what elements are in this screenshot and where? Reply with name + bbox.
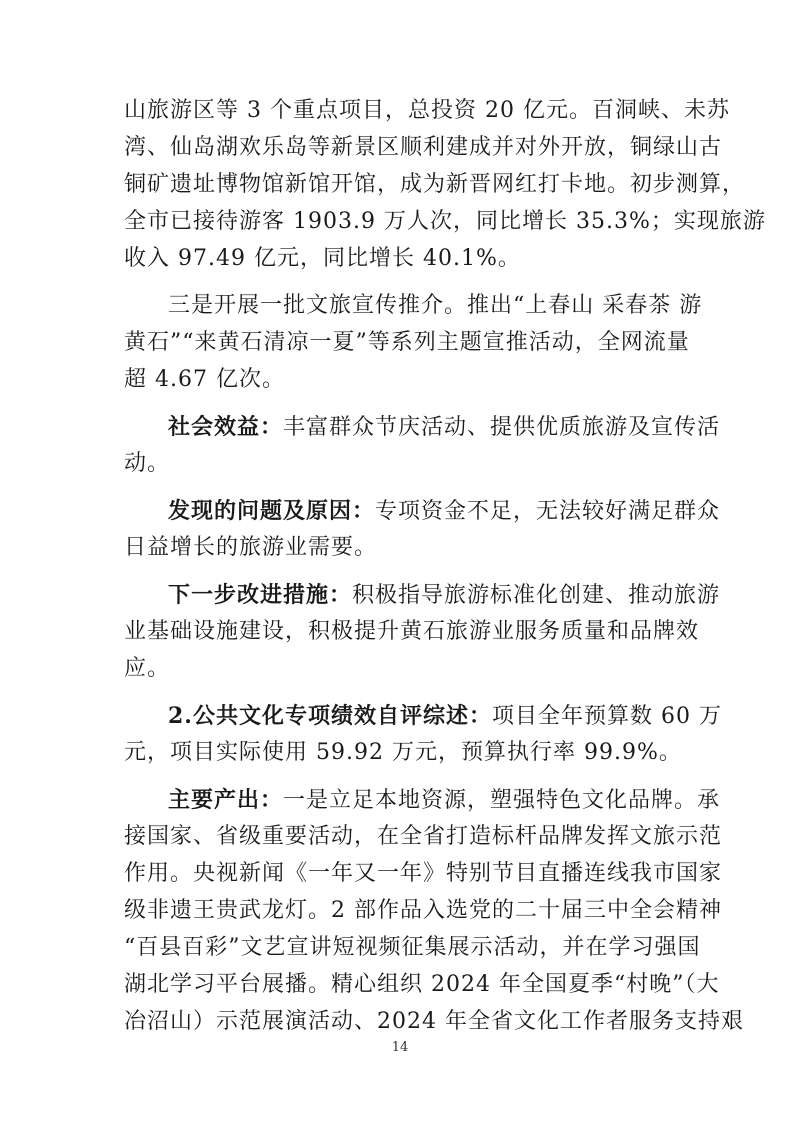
text-line: 接国家、省级重要活动，在全省打造标杆品牌发挥文旅示范 xyxy=(124,824,723,849)
text-line: 冶沼山）示范展演活动、2024 年全省文化工作者服务支持艰 xyxy=(124,1009,744,1034)
text-line: 三是开展一批文旅宣传推介。推出“上春山 采春茶 游 xyxy=(168,293,703,318)
text-line: 铜矿遗址博物馆新馆开馆，成为新晋网红打卡地。初步测算， xyxy=(124,172,746,197)
section-heading: 2.公共文化专项绩效自评综述： xyxy=(168,703,492,729)
text-line: 收入 97.49 亿元，同比增长 40.1%。 xyxy=(124,246,521,271)
text-line: 湖北学习平台展播。精心组织 2024 年全国夏季“村晚”（大 xyxy=(124,972,720,997)
text-line: 业基础设施建设，积极提升黄石旅游业服务质量和品牌效 xyxy=(124,619,700,644)
text-line: 作用。央视新闻《一年又一年》特别节目直播连线我市国家 xyxy=(124,861,723,886)
text-line: 元，项目实际使用 59.92 万元，预算执行率 99.9%。 xyxy=(124,740,682,765)
text-line: 山旅游区等 3 个重点项目，总投资 20 亿元。百洞峡、未苏 xyxy=(124,98,730,123)
section-heading: 主要产出： xyxy=(168,787,284,813)
text-line: 黄石”“来黄石清凉一夏”等系列主题宣推活动，全网流量 xyxy=(124,330,690,355)
text-line: 应。 xyxy=(124,656,171,681)
section-heading: 发现的问题及原因： xyxy=(168,498,376,524)
text-line: 发现的问题及原因：专项资金不足，无法较好满足群众 xyxy=(168,498,721,524)
text-line: 下一步改进措施：积极指导旅游标准化创建、推动旅游 xyxy=(168,582,721,608)
text-line: 日益增长的旅游业需要。 xyxy=(124,535,378,560)
text-line: 湾、仙岛湖欢乐岛等新景区顺利建成并对外开放，铜绿山古 xyxy=(124,135,723,160)
text-line: 超 4.67 亿次。 xyxy=(124,367,285,392)
text-line: 动。 xyxy=(124,451,171,476)
page-number: 14 xyxy=(391,1040,409,1055)
text-line: 级非遗王贵武龙灯。2 部作品入选党的二十届三中全会精神 xyxy=(124,898,722,923)
section-heading: 下一步改进措施： xyxy=(168,582,353,608)
section-heading: 社会效益： xyxy=(168,414,284,440)
text-line: 社会效益：丰富群众节庆活动、提供优质旅游及宣传活 xyxy=(168,414,721,440)
text-line: 全市已接待游客 1903.9 万人次，同比增长 35.3%；实现旅游 xyxy=(124,209,766,234)
text-line: 2.公共文化专项绩效自评综述：项目全年预算数 60 万 xyxy=(168,703,722,729)
text-line: “百县百彩”文艺宣讲短视频征集展示活动，并在学习强国 xyxy=(124,935,701,960)
text-line: 主要产出：一是立足本地资源，塑强特色文化品牌。承 xyxy=(168,787,721,813)
